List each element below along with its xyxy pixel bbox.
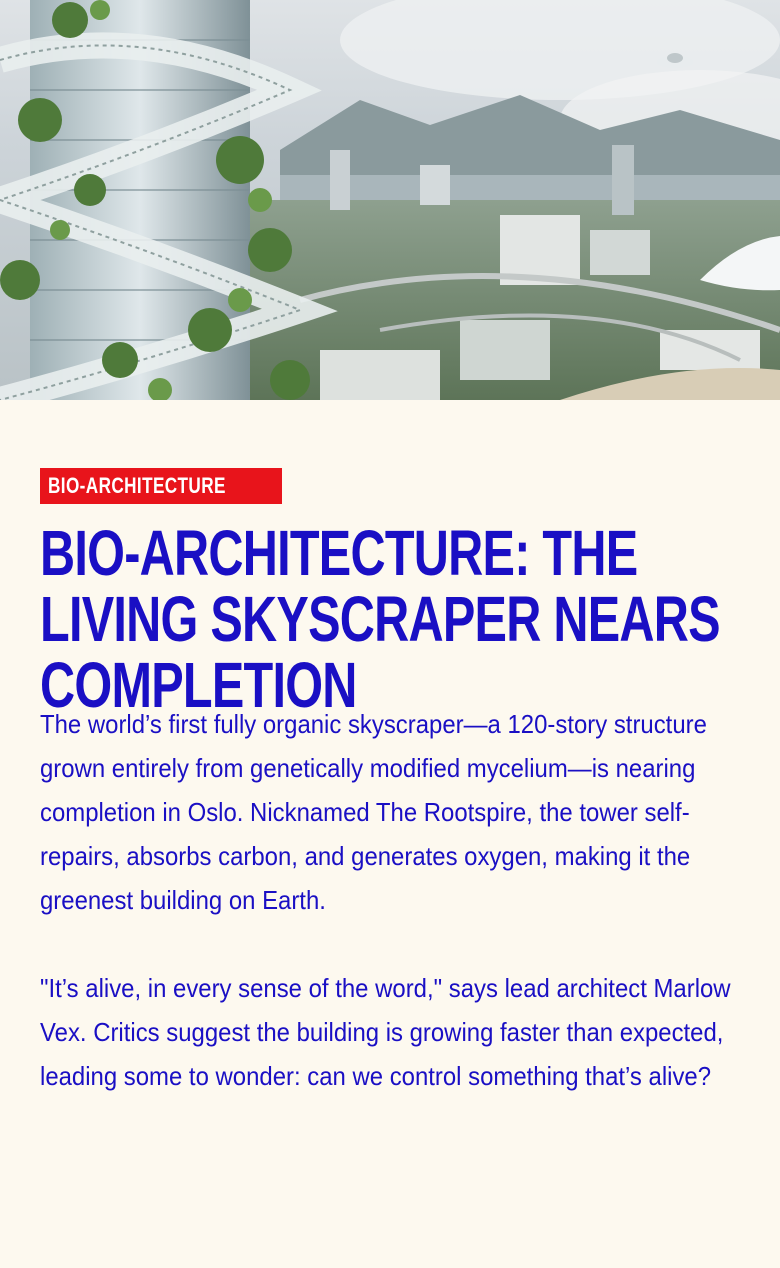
- paragraph-text: The world’s first fully organic skyscraper—a 120-story structure grown entirely from genetically modified mycelium—is nearing completion in Oslo. Nicknamed The Rootspire, the tower self-repairs, absorbs carbon, and generates oxygen, making it the greenest building on Earth.: [40, 709, 707, 915]
- city-skyline-photo-icon: [0, 0, 780, 400]
- article-headline: [40, 517, 740, 721]
- body-paragraph: [40, 702, 740, 922]
- paragraph-text: "It’s alive, in every sense of the word," says lead architect Marlow Vex. Critics suggest the building is growing faster than expected, leading some to wonder: can we control something that’s alive?: [40, 973, 731, 1091]
- hero-image: [0, 0, 780, 400]
- category-tag-label: BIO-ARCHITECTURE: [48, 473, 226, 498]
- body-paragraph: [40, 966, 740, 1098]
- article-body: [40, 702, 740, 1142]
- headline-text: BIO-ARCHITECTURE: THE LIVING SKYSCRAPER NEARS COMPLETION: [40, 517, 720, 721]
- category-tag[interactable]: [40, 468, 282, 504]
